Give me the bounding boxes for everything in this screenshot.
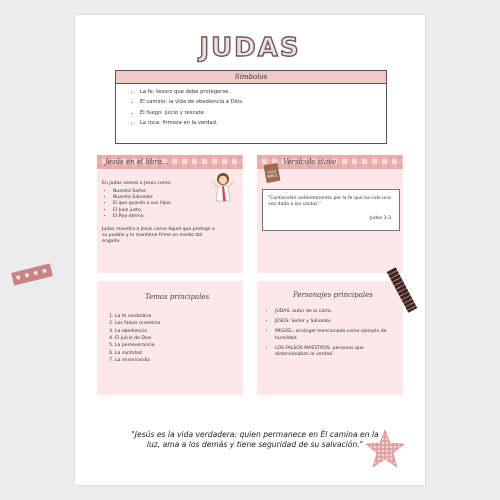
card-key-verse — [257, 155, 403, 273]
svg-text:BIBLE: BIBLE — [267, 173, 278, 179]
card-outro: Judas muestra a Jesús como Aquel que protege a su pueblo y lo mantiene firme en medio del engaño. — [102, 227, 215, 245]
list-item: • El que guarda a sus hijos. — [113, 201, 172, 207]
list-item: 4. El juicio de Dios — [115, 335, 160, 342]
card-title: Jesús en el libro... — [105, 158, 169, 166]
list-item: • LOS FALSOS MAESTROS: personas que distorsionaban la verdad. — [275, 346, 399, 358]
list-item: • El Rey eterno. — [113, 214, 172, 220]
bible-icon — [262, 163, 282, 183]
jesus-figure-icon — [210, 171, 236, 203]
washi-tape-decoration — [11, 263, 53, 285]
themes-list — [107, 313, 160, 364]
list-item: • La fe: tesoro que debe protegerse. — [140, 89, 386, 95]
list-item: • El Juez justo. — [113, 208, 172, 214]
characters-list — [267, 309, 399, 362]
card-list — [105, 189, 172, 220]
card-title: Personajes principales — [293, 291, 373, 299]
symbols-box — [115, 70, 387, 144]
closing-quote: "Jesús es la vida verdadera: quien permanece en Él camina en la luz, ama a los demás y tiene seguridad de su salvación." — [131, 430, 379, 449]
list-item: • El fuego: juicio y rescate. — [140, 110, 386, 116]
list-item: 2. Los falsos maestros — [115, 320, 160, 327]
card-main-characters — [257, 281, 403, 395]
card-title: Temas principales — [145, 293, 210, 301]
list-item: 6. La santidad — [115, 350, 160, 357]
list-item: 1. La fe verdadera — [115, 313, 160, 320]
symbols-heading: Símbolos — [116, 71, 386, 84]
card-jesus-in-book — [97, 155, 243, 273]
symbols-list — [116, 89, 386, 126]
verse-text: "Contiendan ardientemente por la fe que ha sido una vez dada a los santos." — [268, 196, 391, 208]
card-title: Versículo clave — [283, 158, 337, 166]
worksheet-page — [75, 15, 425, 485]
svg-text:HOLY: HOLY — [267, 169, 277, 175]
list-item: • La roca: firmeza en la verdad. — [140, 120, 386, 126]
list-item: • Nuestro Salvador. — [113, 195, 172, 201]
list-item: 5. La perseverancia — [115, 342, 160, 349]
list-item: 7. La misericordia — [115, 357, 160, 364]
list-item: • Nuestro Señor. — [113, 189, 172, 195]
card-main-themes — [97, 281, 243, 395]
list-item: • El camino: la vida de obediencia a Dios. — [140, 99, 386, 105]
list-item: • JESÚS: Señor y Salvador. — [275, 319, 399, 325]
star-icon — [364, 428, 406, 470]
list-item: • JUDAS: autor de la carta. — [275, 309, 399, 315]
list-item: • MIGUEL: arcángel mencionado como ejemplo de humildad. — [275, 329, 399, 341]
card-intro: En Judas vemos a Jesús como: — [102, 181, 172, 186]
verse-reference: Judas 1:3 — [369, 216, 391, 221]
verse-box — [262, 189, 400, 231]
page-title: JUDAS — [199, 33, 301, 63]
list-item: 3. La obediencia — [115, 328, 160, 335]
